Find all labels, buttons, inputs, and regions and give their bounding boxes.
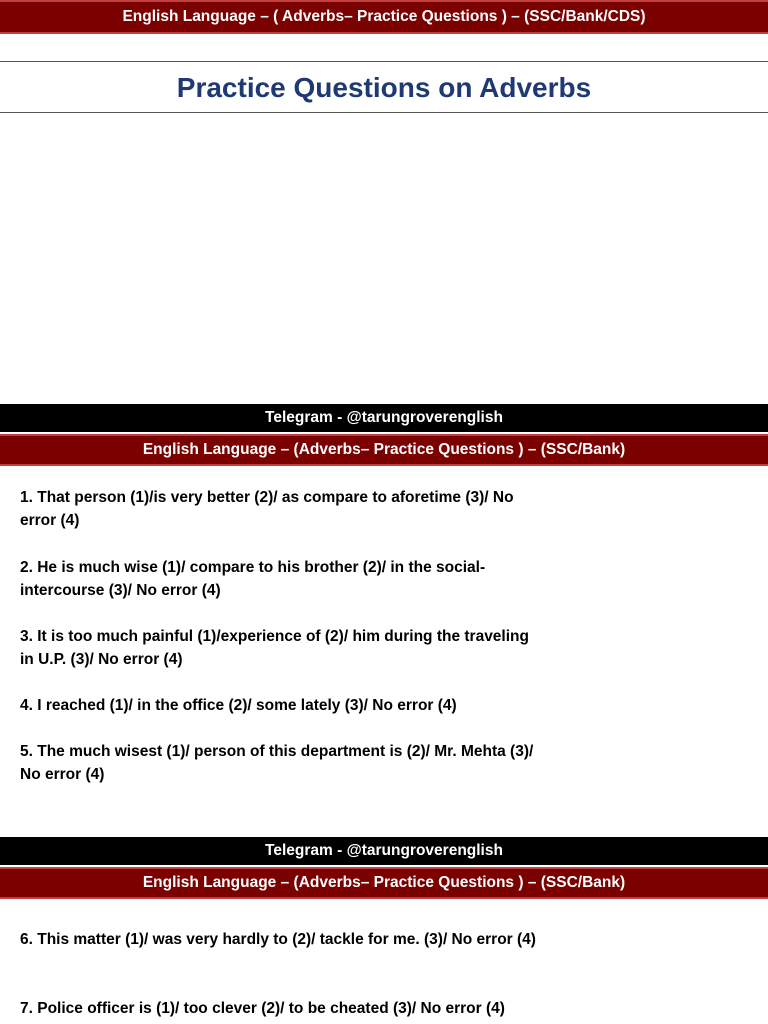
slide2-header-band xyxy=(0,434,768,466)
question-5: 5. The much wisest (1)/ person of this department is (2)/ Mr. Mehta (3)/ No error (4) xyxy=(20,743,534,783)
slide1-header-band xyxy=(0,0,768,34)
question-2: 2. He is much wise (1)/ compare to his brother (2)/ in the social-intercourse (3)/ No error (4) xyxy=(20,559,486,599)
question-7: 7. Police officer is (1)/ too clever (2)/ to be cheated (3)/ No error (4) xyxy=(20,1000,505,1017)
slide2-telegram-band xyxy=(0,404,768,432)
slide3-telegram-band xyxy=(0,837,768,865)
slide3-telegram-text: Telegram - @tarungroverenglish xyxy=(265,842,503,859)
slide1-title-rule-top xyxy=(0,61,768,62)
slide3-header-text: English Language – (Adverbs– Practice Questions ) – (SSC/Bank) xyxy=(142,874,626,891)
slide3-header-band xyxy=(0,867,768,899)
slide2-telegram-text: Telegram - @tarungroverenglish xyxy=(265,409,503,426)
question-4: 4. I reached (1)/ in the office (2)/ some lately (3)/ No error (4) xyxy=(20,697,457,714)
slide1-title: Practice Questions on Adverbs xyxy=(176,72,592,103)
question-6: 6. This matter (1)/ was very hardly to (2)/ tackle for me. (3)/ No error (4) xyxy=(20,931,536,948)
question-1: 1. That person (1)/is very better (2)/ as compare to aforetime (3)/ No error (4) xyxy=(20,489,514,529)
slide1-header-text: English Language – ( Adverbs– Practice Questions ) – (SSC/Bank/CDS) xyxy=(122,8,646,25)
slide2-header-text: English Language – (Adverbs– Practice Questions ) – (SSC/Bank) xyxy=(142,441,626,458)
question-3: 3. It is too much painful (1)/experience of (2)/ him during the traveling in U.P. (3)/ No error (4) xyxy=(20,628,529,668)
slide1-title-rule-bottom xyxy=(0,112,768,113)
